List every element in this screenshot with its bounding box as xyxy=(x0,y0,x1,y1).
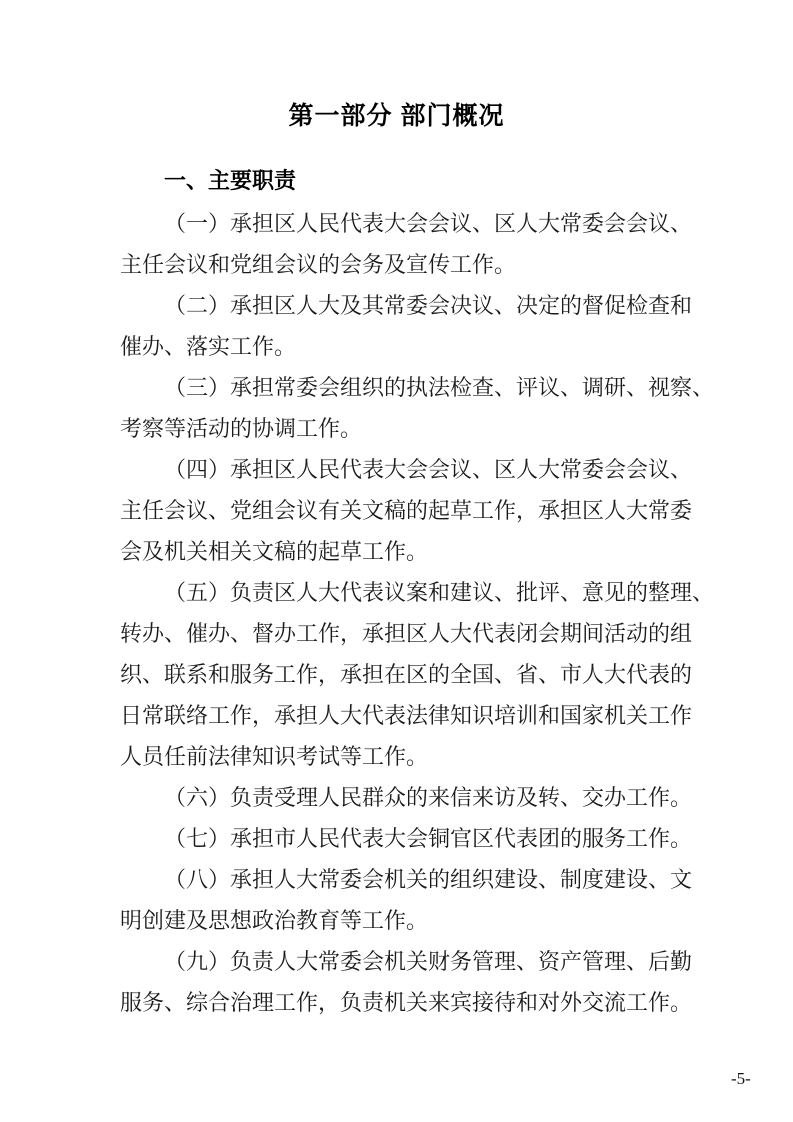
page-number: -5- xyxy=(731,1069,751,1088)
body-line: 人员任前法律知识考试等工作。 xyxy=(120,744,429,769)
body-line: （一）承担区人民代表大会会议、区人大常委会会议、 xyxy=(164,211,693,236)
page-title: 第一部分 部门概况 xyxy=(288,102,505,130)
section-heading: 一、主要职责 xyxy=(164,168,297,193)
body-line: （七）承担市人民代表大会铜官区代表团的服务工作。 xyxy=(164,826,693,851)
body-line: （三）承担常委会组织的执法检查、评议、调研、视察、 xyxy=(164,375,715,400)
body-line: 考察等活动的协调工作。 xyxy=(120,416,363,441)
body-line: 明创建及思想政治教育等工作。 xyxy=(120,908,429,933)
body-line: 日常联络工作，承担人大代表法律知识培训和国家机关工作 xyxy=(120,703,693,728)
body-line: （二）承担区人大及其常委会决议、决定的督促检查和 xyxy=(164,293,693,318)
body-line: 服务、综合治理工作，负责机关来宾接待和对外交流工作。 xyxy=(120,990,693,1015)
body-line: 转办、催办、督办工作，承担区人大代表闭会期间活动的组 xyxy=(120,621,693,646)
body-line: 催办、落实工作。 xyxy=(120,334,297,359)
body-line: （九）负责人大常委会机关财务管理、资产管理、后勤 xyxy=(164,949,693,974)
body-line: 主任会议、党组会议有关文稿的起草工作，承担区人大常委 xyxy=(120,498,693,523)
body-line: （六）负责受理人民群众的来信来访及转、交办工作。 xyxy=(164,785,693,810)
body-line: （四）承担区人民代表大会会议、区人大常委会会议、 xyxy=(164,457,693,482)
body-content xyxy=(120,203,715,1023)
body-line: （八）承担人大常委会机关的组织建设、制度建设、文 xyxy=(164,867,693,892)
body-line: （五）负责区人大代表议案和建议、批评、意见的整理、 xyxy=(164,580,715,605)
body-line: 主任会议和党组会议的会务及宣传工作。 xyxy=(120,252,517,277)
body-line: 织、联系和服务工作，承担在区的全国、省、市人大代表的 xyxy=(120,662,693,687)
body-line: 会及机关相关文稿的起草工作。 xyxy=(120,539,429,564)
